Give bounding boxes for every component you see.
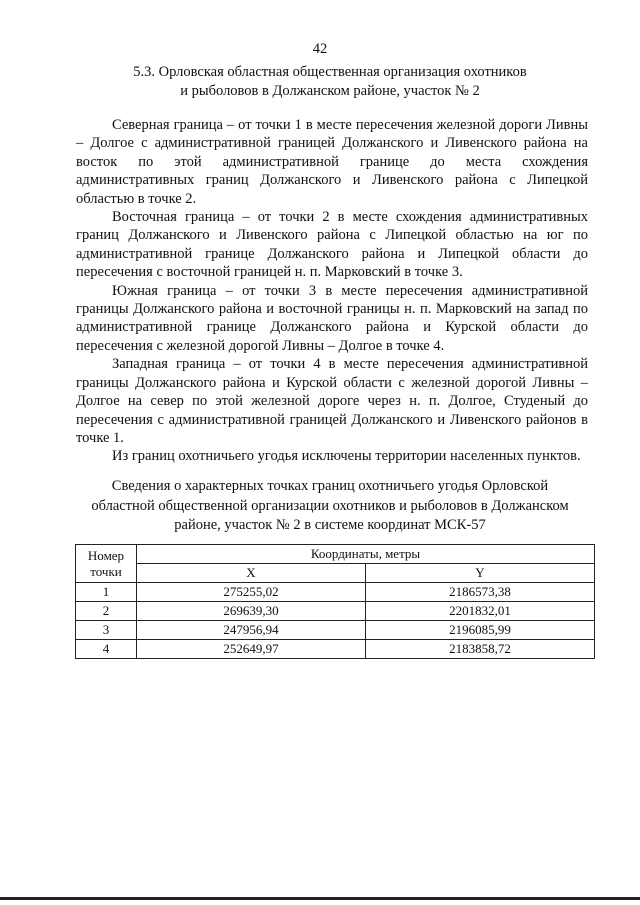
header-coordinates: Координаты, метры xyxy=(137,545,595,564)
caption-line-3: районе, участок № 2 в системе координат МСК-57 xyxy=(174,517,486,533)
header-x: X xyxy=(137,564,366,583)
heading-line-1: 5.3. Орловская областная общественная организация охотников xyxy=(133,64,527,80)
table-row xyxy=(76,583,595,602)
cell-x: 252649,97 xyxy=(137,640,366,659)
page-number: 42 xyxy=(312,41,328,57)
header-point-number xyxy=(76,545,137,583)
paragraph-east-border: Восточная граница – от точки 2 в месте схождения административных границ Должанского и Ливенского района с Липецкой областью на юг по административной границе Должанского района и Липецкой области до пересечения с восточной границей н. п. Марковский в точке 3. xyxy=(76,209,588,281)
caption-line-1: Сведения о характерных точках границ охотничьего угодья Орловской xyxy=(111,478,549,494)
table-subheader-row xyxy=(76,564,595,583)
cell-x: 269639,30 xyxy=(137,602,366,621)
paragraph-north-border: Северная граница – от точки 1 в месте пересечения железной дороги Ливны – Долгое с административной границей Должанского и Ливенского района на восток по этой административной границе до места схождения административных границ Должанского и Ливенского района с Липецкой областью в точке 2. xyxy=(76,117,588,207)
cell-y: 2183858,72 xyxy=(366,640,595,659)
cell-x: 247956,94 xyxy=(137,621,366,640)
coordinates-table xyxy=(75,544,595,659)
cell-y: 2186573,38 xyxy=(366,583,595,602)
table-header-row xyxy=(76,545,595,564)
heading-line-2: и рыболовов в Должанском районе, участок № 2 xyxy=(180,83,480,99)
paragraph-exclusions: Из границ охотничьего угодья исключены территории населенных пунктов. xyxy=(112,448,581,465)
header-point-line-1: Номер xyxy=(87,547,125,563)
header-y: Y xyxy=(366,564,595,583)
paragraph-west-border: Западная граница – от точки 4 в месте пересечения административной границы Должанского района и Курской области с железной дорогой Ливны – Долгое на север по этой железной дороге через н. п. Долгое, Студеный до пересечения с административной границей Должанского и Ливенского районов в точке 1. xyxy=(76,356,588,446)
cell-y: 2201832,01 xyxy=(366,602,595,621)
cell-x: 275255,02 xyxy=(137,583,366,602)
table-row xyxy=(76,602,595,621)
section-heading xyxy=(80,63,580,101)
paragraph-south-border: Южная граница – от точки 3 в месте пересечения административной границы Должанского района и восточной границы н. п. Марковский на запад по административной границе Должанского района и Курской области до пересечения с железной дорогой Ливны – Долгое в точке 4. xyxy=(76,282,588,354)
cell-y: 2196085,99 xyxy=(366,621,595,640)
body-text xyxy=(76,116,588,466)
cell-point: 4 xyxy=(76,640,137,659)
table-caption xyxy=(70,477,590,536)
cell-point: 1 xyxy=(76,583,137,602)
header-point-line-2: точки xyxy=(90,563,122,579)
caption-line-2: областной общественной организации охотников и рыболовов в Должанском xyxy=(91,497,569,514)
scan-edge-line xyxy=(0,897,640,900)
cell-point: 2 xyxy=(76,602,137,621)
cell-point: 3 xyxy=(76,621,137,640)
table-row xyxy=(76,640,595,659)
table-row xyxy=(76,621,595,640)
